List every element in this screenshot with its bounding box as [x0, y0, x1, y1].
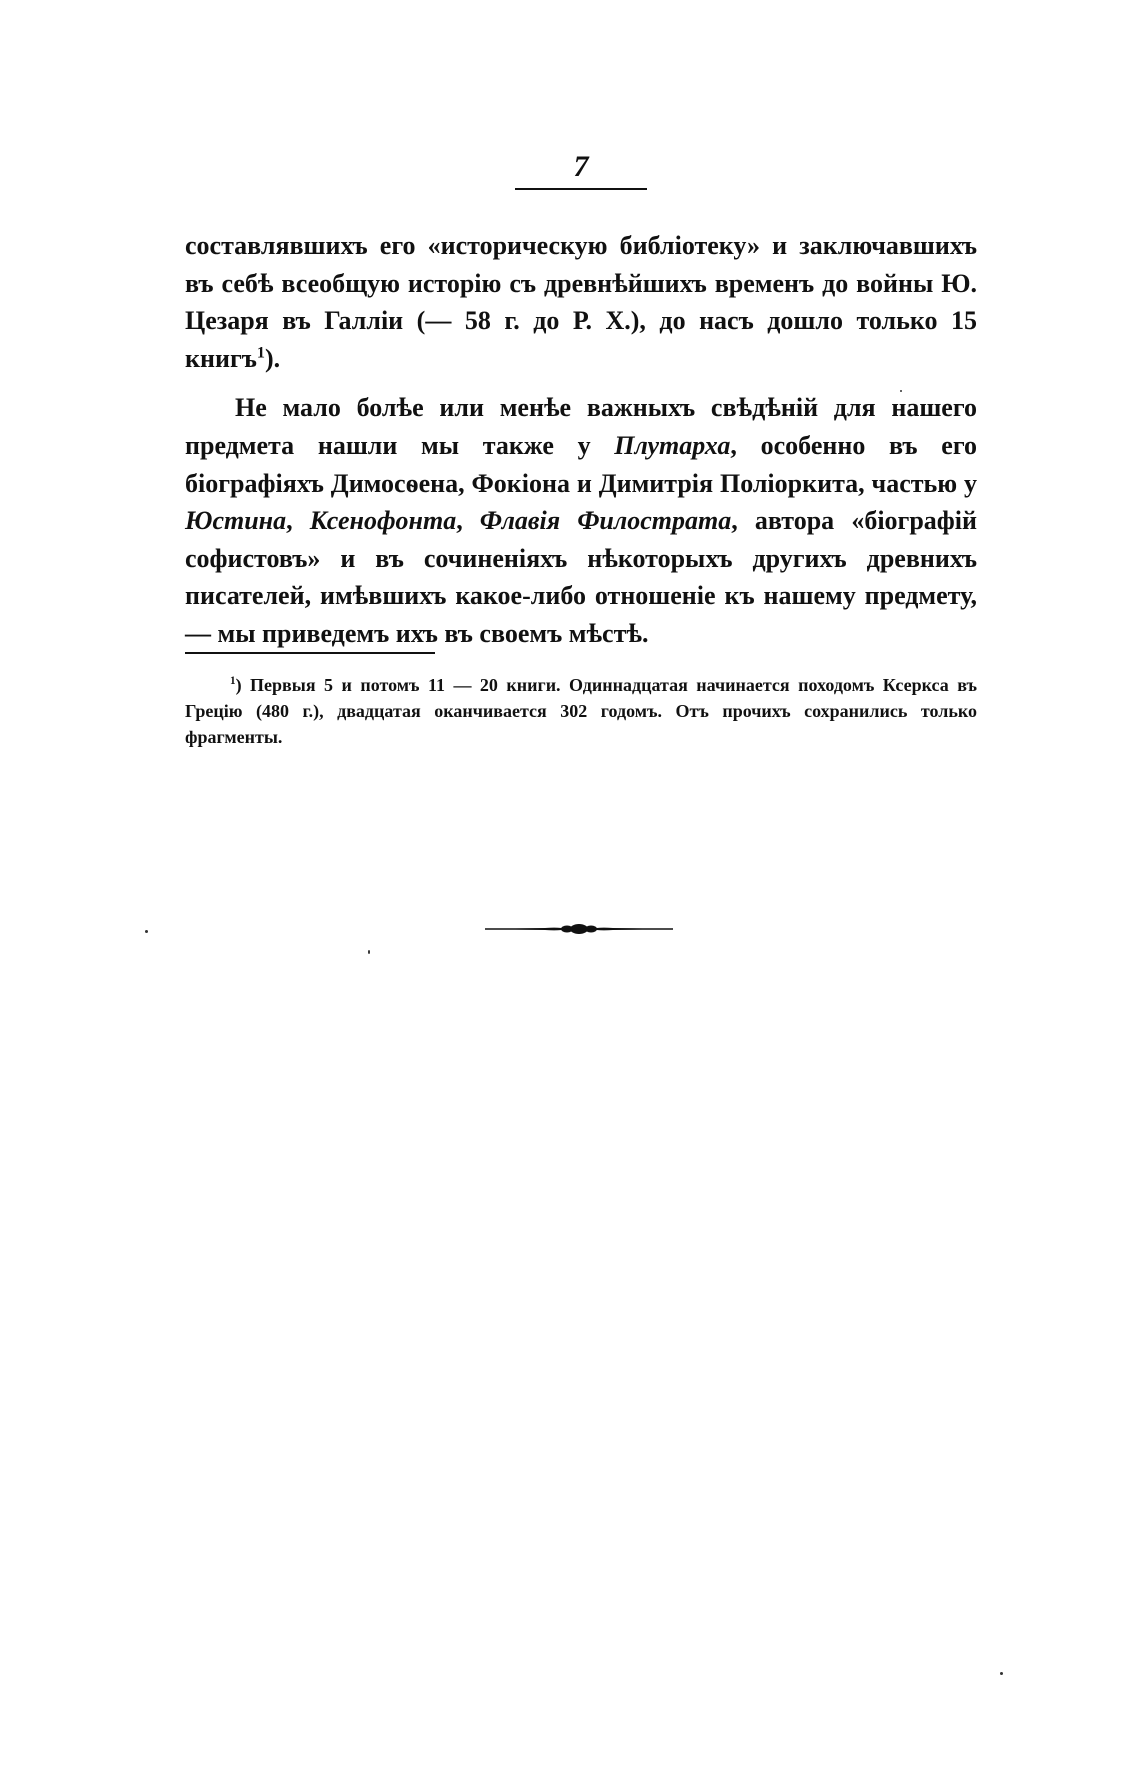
paper-speck	[1000, 1672, 1003, 1675]
name-plutarch: Плутарха	[614, 430, 731, 460]
page-number: 7	[573, 150, 589, 183]
main-text	[185, 227, 977, 653]
separator-1: ,	[286, 506, 310, 536]
footnote-rule	[185, 652, 435, 654]
footnote	[185, 672, 977, 750]
name-xenophon: Ксенофонта	[309, 506, 457, 536]
footnote-marker: 1	[230, 675, 236, 687]
footnote-text: ) Первыя 5 и потомъ 11 — 20 книги. Одиннадцатая начинается походомъ Ксеркса въ Грецію (480 г.), двадцатая оканчивается 302 годомъ. Отъ прочихъ сохранились только фрагменты.	[185, 675, 977, 747]
page-header	[515, 150, 647, 184]
paper-speck	[900, 390, 902, 392]
paragraph-2	[185, 389, 977, 652]
paragraph-2-part-3: , автора «біографій софистовъ» и въ сочиненіяхъ нѣкоторыхъ другихъ древнихъ писателей, имѣвшихъ какое-либо отношеніе къ нашему предмету, — мы приведемъ ихъ въ своемъ мѣстѣ.	[185, 506, 977, 648]
name-philostratus: Флавія Филострата	[479, 506, 732, 536]
footnote-reference: 1	[256, 344, 265, 362]
header-rule	[515, 188, 647, 190]
separator-2: ,	[456, 506, 480, 536]
paragraph-2-part-2: , особенно въ его біографіяхъ Димосѳена, Фокіона и Димитрія Поліоркита, частью у	[185, 430, 977, 498]
paper-speck	[145, 930, 148, 933]
decorative-tailpiece-icon	[485, 918, 673, 940]
name-justin: Юстина	[185, 506, 287, 536]
paper-speck	[368, 950, 370, 954]
paragraph-2-part-1: Не мало болѣе или менѣе важныхъ свѣдѣній для нашего предмета нашли мы также у	[185, 393, 977, 460]
paragraph-1-text: составлявшихъ его «историческую библіотеку» и заключавшихъ въ себѣ всеобщую исторію съ древнѣйшихъ временъ до войны Ю. Цезаря въ Галліи (— 58 г. до Р. Х.), до насъ дошло только 15 книгъ	[185, 231, 977, 373]
paragraph-1-tail: ).	[264, 343, 281, 373]
paragraph-1	[185, 227, 977, 377]
